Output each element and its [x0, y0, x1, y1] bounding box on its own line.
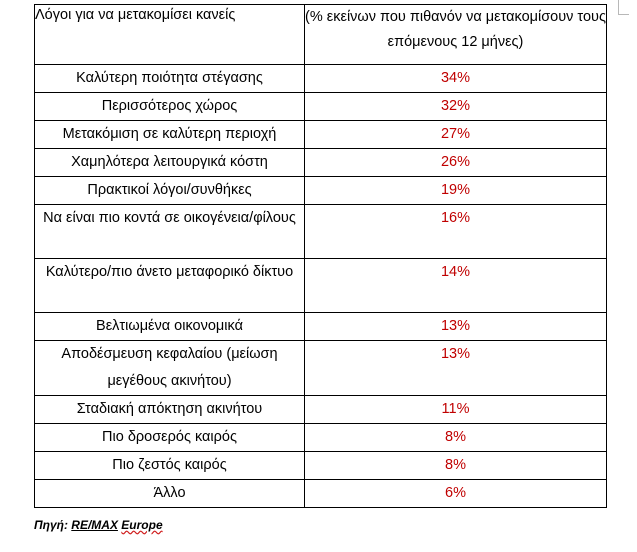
source-note — [34, 518, 163, 532]
table-row — [35, 480, 607, 508]
percent-cell: 8% — [305, 452, 607, 480]
table-row — [35, 177, 607, 205]
table-row — [35, 424, 607, 452]
percent-cell: 32% — [305, 93, 607, 121]
percent-cell: 13% — [305, 341, 607, 396]
header-reasons: Λόγοι για να μετακομίσει κανείς — [35, 5, 305, 65]
header-percent: (% εκείνων που πιθανόν να μετακομίσουν τους επόμενους 12 μήνες) — [305, 5, 607, 65]
table-row — [35, 396, 607, 424]
table-row — [35, 65, 607, 93]
reason-cell: Να είναι πιο κοντά σε οικογένεια/φίλους — [35, 205, 305, 259]
percent-cell: 6% — [305, 480, 607, 508]
percent-cell: 14% — [305, 259, 607, 313]
table-row — [35, 341, 607, 396]
percent-cell: 34% — [305, 65, 607, 93]
table-row — [35, 93, 607, 121]
reason-cell: Πιο ζεστός καιρός — [35, 452, 305, 480]
table-row — [35, 205, 607, 259]
relocation-reasons-table — [34, 4, 607, 508]
reason-cell: Σταδιακή απόκτηση ακινήτου — [35, 396, 305, 424]
percent-cell: 11% — [305, 396, 607, 424]
page-corner-marker — [618, 0, 629, 15]
source-name: RE/MAX — [71, 518, 118, 532]
source-label: Πηγή: — [34, 518, 72, 532]
reason-cell: Βελτιωμένα οικονομικά — [35, 313, 305, 341]
percent-cell: 16% — [305, 205, 607, 259]
reason-cell: Καλύτερη ποιότητα στέγασης — [35, 65, 305, 93]
percent-cell: 26% — [305, 149, 607, 177]
percent-cell: 27% — [305, 121, 607, 149]
table-row — [35, 121, 607, 149]
percent-cell: 13% — [305, 313, 607, 341]
reason-cell: Αποδέσμευση κεφαλαίου (μείωση μεγέθους ακινήτου) — [35, 341, 305, 396]
reason-cell: Πιο δροσερός καιρός — [35, 424, 305, 452]
reason-cell: Χαμηλότερα λειτουργικά κόστη — [35, 149, 305, 177]
table-row — [35, 149, 607, 177]
header-row — [35, 5, 607, 65]
reason-cell: Άλλο — [35, 480, 305, 508]
source-region: Europe — [121, 518, 163, 532]
percent-cell: 19% — [305, 177, 607, 205]
reason-cell: Πρακτικοί λόγοι/συνθήκες — [35, 177, 305, 205]
reason-cell: Περισσότερος χώρος — [35, 93, 305, 121]
percent-cell: 8% — [305, 424, 607, 452]
table-row — [35, 259, 607, 313]
reason-cell: Μετακόμιση σε καλύτερη περιοχή — [35, 121, 305, 149]
reason-cell: Καλύτερο/πιο άνετο μεταφορικό δίκτυο — [35, 259, 305, 313]
table-row — [35, 452, 607, 480]
table-row — [35, 313, 607, 341]
